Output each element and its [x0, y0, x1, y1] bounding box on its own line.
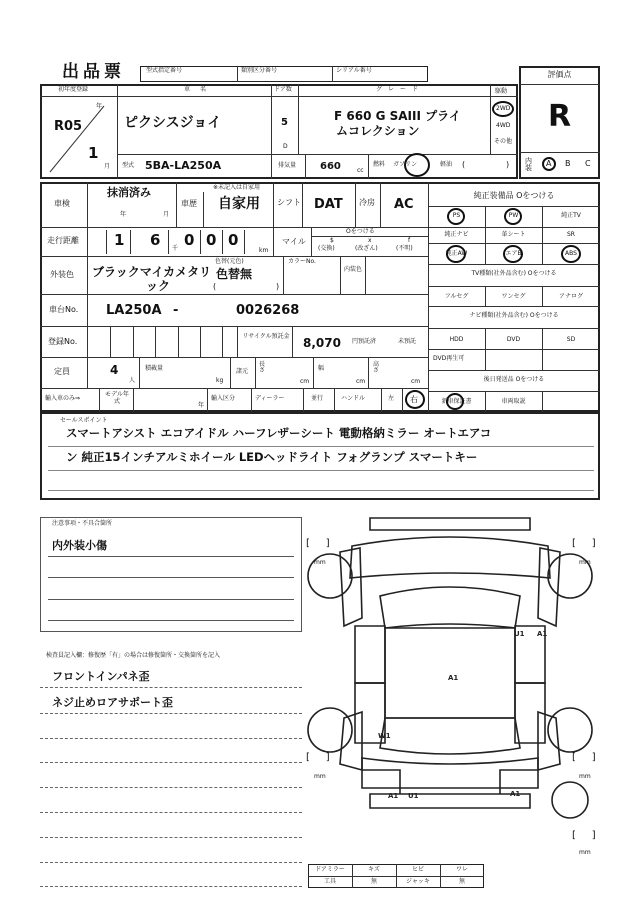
equip-aw-circle [446, 245, 466, 263]
tv-analog: アナログ [558, 293, 583, 300]
doors-value: 5 [281, 117, 288, 128]
first-reg-year-unit: 年 [96, 103, 103, 110]
plate-label: 登録No. [48, 337, 78, 346]
bracket-front-right: [ ] [572, 538, 596, 549]
grade-line2: ムコレクション [336, 124, 420, 138]
import-type-label: 輸入区分 [211, 395, 236, 402]
shift-label: シフト [277, 198, 301, 207]
model-year-label: モデル年式 [105, 391, 129, 406]
mark-a1-front: A1 [537, 630, 548, 638]
tools-value: 無 [370, 878, 377, 885]
fuel-label: 燃料 [373, 161, 386, 168]
handle-label: ハンドル [341, 395, 366, 402]
sales-points-line1: スマートアシスト エコアイドル ハーフレザーシート 電動格納ミラー オートエアコ [66, 426, 492, 440]
tv-title: TV種類(社外品含む) Oをつける [471, 270, 557, 277]
mark-u1-rear: U1 [408, 792, 419, 800]
grade-label: グレード [376, 86, 425, 93]
drive-4wd: 4WD [496, 122, 511, 129]
bracket-rear-right: [ ] [572, 752, 596, 763]
navi-sd: SD [566, 336, 576, 343]
equip-airbag-circle [503, 245, 523, 263]
mm-rear-right: mm [579, 773, 591, 780]
grade-line1: F 660 G SAIII プライ [334, 109, 461, 123]
later-manual: 車両取説 [501, 398, 526, 405]
equip-leather: 革シート [501, 231, 526, 238]
shift-value: DAT [314, 197, 343, 212]
color-repaint-value: 色替無 [216, 267, 253, 281]
width-cm: cm [356, 378, 366, 385]
bracket-spare: [ ] [572, 830, 596, 841]
fuel-diesel: 軽油 [440, 161, 453, 168]
tv-fullseg: フルセグ [444, 293, 469, 300]
serial-label: シリアル番号 [336, 67, 372, 74]
navi-title: ナビ種類(社外品含む) Oをつける [469, 312, 559, 319]
shaken-month-unit: 月 [163, 211, 170, 218]
height-cm: cm [411, 378, 421, 385]
navi-hdd: HDD [449, 336, 464, 343]
crack-label: ヒビ [411, 866, 424, 873]
car-name: ピクシスジョイ [124, 115, 222, 131]
displacement-unit: cc [357, 167, 364, 174]
doors-label: ドア数 [274, 86, 292, 93]
mileage-digit-5: 0 [228, 231, 239, 249]
meter-circle-label: Oをつける [346, 228, 375, 235]
equipment-title: 純正装備品 Oをつける [473, 191, 555, 200]
shaken-label: 車検 [54, 199, 70, 208]
usage-note: ※未記入は自家用 [213, 184, 261, 191]
recycle-deposited: 円預託済 [352, 338, 377, 345]
capacity-value: 4 [110, 363, 119, 377]
mark-a1-roof: A1 [448, 674, 459, 682]
model-designation-label: 型式指定番号 [146, 67, 183, 74]
length-cm: cm [300, 378, 310, 385]
meter-f: f [408, 237, 411, 244]
scratch-label: キズ [368, 866, 380, 873]
tools-label: 工具 [323, 878, 336, 885]
mileage-thousand: 千 [172, 245, 179, 252]
equip-sr: SR [567, 231, 575, 238]
handle-right: 右 [410, 395, 418, 404]
ac-label: 冷房 [359, 198, 375, 207]
equip-tv: 純正TV [561, 212, 581, 219]
equip-aw: 純正AW [445, 250, 468, 257]
meter-dollar: $ [330, 237, 334, 244]
meter-x: x [368, 237, 372, 244]
height-label: 高さ [373, 361, 380, 374]
width-label: 幅 [318, 365, 325, 372]
mileage-label: 走行距離 [47, 236, 79, 245]
color-no-label: カラーNo. [288, 258, 316, 265]
interior-color-label: 内装色 [344, 266, 363, 273]
repaint-paren-open: ( [213, 282, 217, 291]
interior-c: C [585, 159, 591, 168]
page-title: 出品票 [62, 62, 125, 82]
notes-line1: 内外装小傷 [52, 539, 107, 552]
color-value-line1: ブラックマイカメタリ [92, 265, 212, 279]
import-dealer: ディーラー [255, 395, 285, 402]
mm-front-left: mm [314, 559, 326, 566]
recycle-not: 未預託 [398, 338, 417, 345]
displacement-value: 660 [320, 161, 341, 172]
interior-label: 内装 [525, 157, 532, 172]
later-warranty-circle [446, 393, 464, 410]
color-label: 外装色 [50, 270, 74, 279]
rating-label: 評価点 [547, 70, 572, 79]
handle-left: 左 [388, 395, 395, 402]
mileage-digit-3: 0 [184, 231, 195, 249]
repaint-paren-close: ) [276, 282, 280, 291]
first-reg-label: 初年度登録 [58, 86, 89, 93]
reg-slash [44, 100, 114, 176]
interior-b: B [565, 159, 571, 168]
first-reg-era: R05 [54, 119, 83, 134]
equip-ps: PS [452, 212, 461, 219]
inspector-line2: ネジ止めロアサポート歪 [52, 696, 173, 709]
fuel-gasoline: ガソリン [393, 161, 418, 168]
interior-a: A [546, 159, 552, 168]
equip-airbag: エアB [505, 250, 522, 257]
import-label: 輸入車のみ⇒ [45, 395, 81, 402]
usage-label: 車歴 [181, 199, 197, 208]
meter-revised: (改ざん) [355, 245, 378, 252]
color-repaint-label: 色替(元色) [215, 258, 244, 265]
mileage-digit-1: 1 [114, 231, 125, 249]
car-diagram [300, 508, 610, 868]
later-title: 後日発送品 Oをつける [483, 376, 545, 383]
mm-front-right: mm [579, 559, 591, 566]
tv-oneseg: ワンセグ [501, 293, 526, 300]
inspector-line1: フロントインパネ歪 [52, 670, 150, 683]
first-reg-month-unit: 月 [104, 163, 111, 170]
import-parallel: 並行 [311, 395, 324, 402]
chassis-number: 0026268 [236, 303, 300, 318]
color-value-line2: ック [146, 279, 171, 293]
header-fields-box [140, 66, 428, 82]
model-label: 型式 [122, 162, 135, 169]
chassis-dash: - [173, 303, 179, 318]
model-value: 5BA-LA250A [145, 159, 222, 172]
fuel-gasoline-circle [404, 153, 430, 177]
jack-value: 無 [458, 878, 465, 885]
inspector-label: 検査員記入欄：修復歴「有」の場合は修復箇所・交換箇所を記入 [46, 652, 221, 659]
chassis-label: 車台No. [49, 305, 79, 314]
meter-exchange: (交換) [318, 245, 335, 252]
mileage-unit: km [259, 247, 269, 254]
navi-dvd: DVD [506, 336, 521, 343]
category-label: 類別区分番号 [241, 67, 278, 74]
mileage-digit-4: 0 [206, 231, 217, 249]
dvd-playback: DVD再生可 [433, 355, 465, 362]
jack-label: ジャッキ [406, 878, 430, 885]
fuel-paren-close: ) [506, 160, 510, 169]
equip-navi: 純正ナビ [444, 231, 469, 238]
equip-abs: ABS [565, 250, 577, 257]
notes-label: 注意事項・不具合箇所 [52, 520, 113, 527]
equip-pw: PW [508, 212, 519, 219]
shaken-value: 抹消済み [107, 186, 151, 199]
mm-rear-left: mm [314, 773, 326, 780]
length-label: 長さ [259, 361, 266, 374]
handle-right-circle [405, 390, 425, 409]
mark-a1-rear-right: A1 [510, 790, 521, 798]
break-label: ワレ [455, 866, 468, 873]
load-label: 積載量 [145, 365, 164, 372]
doors-unit: D [283, 143, 288, 150]
mark-w1: W1 [378, 732, 391, 740]
bracket-rear-left: [ ] [306, 752, 330, 763]
car-name-label: 車名 [184, 86, 217, 93]
capacity-unit: 人 [129, 377, 136, 384]
usage-value: 自家用 [218, 196, 260, 212]
ac-value: AC [394, 197, 414, 212]
later-warranty: 新車保証書 [441, 398, 472, 405]
recycle-value: 8,070 [303, 336, 341, 350]
capacity-label: 定員 [54, 367, 70, 376]
equip-abs-circle [561, 245, 581, 263]
chassis-prefix: LA250A [106, 303, 162, 318]
rating-value: R [547, 99, 572, 134]
notes-box [40, 517, 302, 632]
first-reg-month: 1 [88, 144, 99, 162]
recycle-label: リサイクル預託金 [242, 333, 290, 340]
equip-ps-circle [447, 208, 465, 225]
mileage-digit-2: 6 [150, 231, 161, 249]
drive-label: 駆動 [495, 88, 508, 95]
mile-label: マイル [282, 237, 306, 246]
fuel-paren-open: ( [462, 160, 466, 169]
sales-points-label: セールスポイント [60, 417, 108, 424]
mark-u1-front: U1 [514, 630, 525, 638]
shaken-year-unit: 年 [120, 211, 127, 218]
meter-unknown: (不明) [396, 245, 413, 252]
mm-spare: mm [579, 849, 591, 856]
drive-other: その他 [494, 138, 513, 145]
displacement-label: 排気量 [278, 162, 297, 169]
bracket-front-left: [ ] [306, 538, 330, 549]
mark-a1-rear-left: A1 [388, 792, 399, 800]
door-mirror-label: ドアミラー [315, 866, 345, 873]
load-unit: kg [216, 377, 224, 384]
drive-2wd: 2WD [496, 105, 511, 112]
model-year-suffix: 年 [198, 402, 205, 409]
dims-label: 諸元 [236, 368, 249, 375]
equip-pw-circle [504, 208, 522, 225]
sales-points-line2: ン 純正15インチアルミホイール LEDヘッドライト フォグランプ スマートキー [66, 450, 478, 464]
